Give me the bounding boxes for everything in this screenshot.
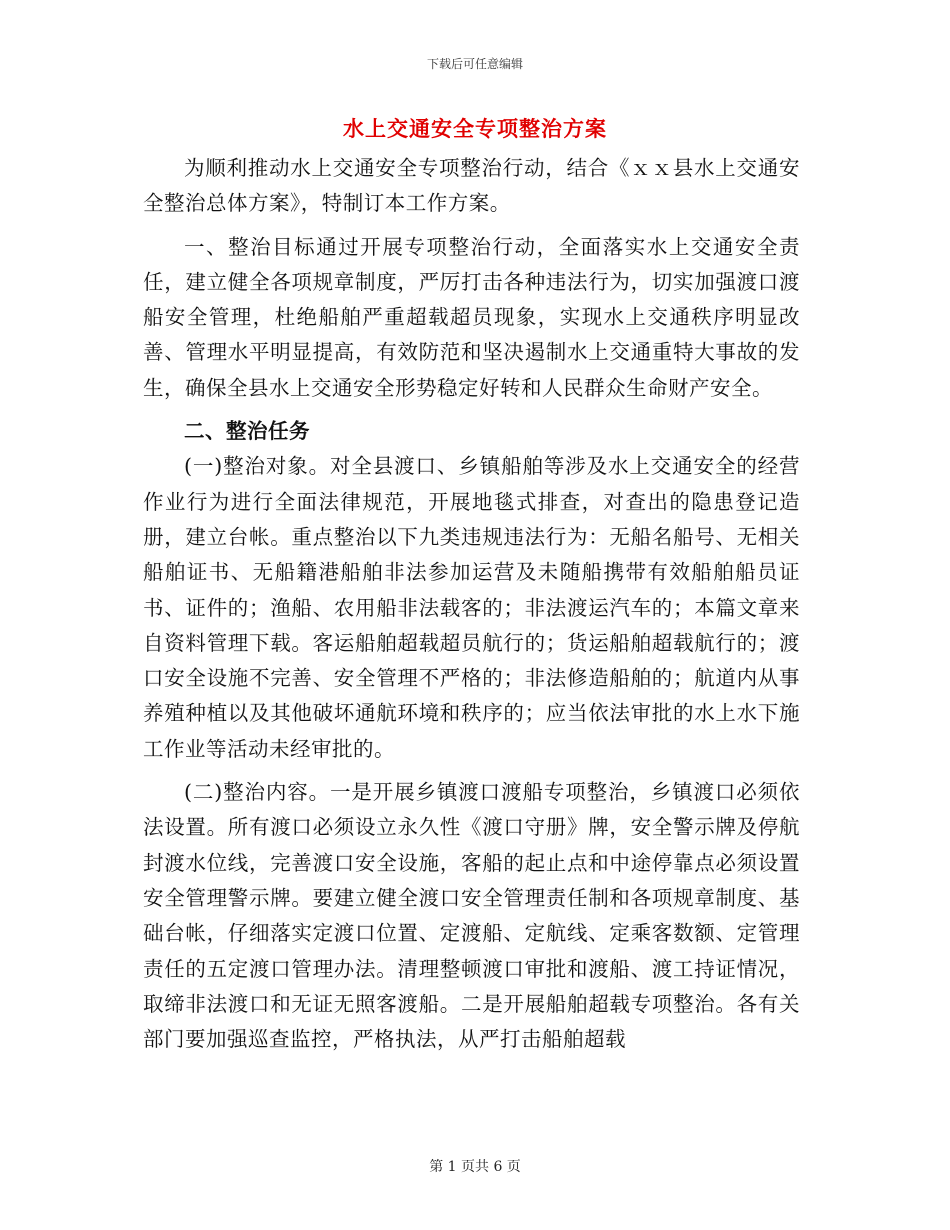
- intro-paragraph: 为顺利推动水上交通安全专项整治行动，结合《ｘｘ县水上交通安全整治总体方案》，特制订本工作方案。: [143, 156, 800, 216]
- document-title: 水上交通安全专项整治方案: [343, 116, 607, 141]
- page-footer-number: 第 1 页共 6 页: [429, 1159, 521, 1175]
- page-header-note: 下载后可任意编辑: [426, 57, 523, 71]
- section-1-paragraph: 一、整治目标通过开展专项整治行动，全面落实水上交通安全责任，建立健全各项规章制度，严厉打击各种违法行为，切实加强渡口渡船安全管理，杜绝船舶严重超载超员现象，实现水上交通秩序明显改善、管理水平明显提高，有效防范和坚决遏制水上交通重特大事故的发生，确保全县水上交通安全形势稳定好转和人民群众生命财产安全。: [143, 234, 800, 400]
- document-body: [143, 151, 800, 1057]
- section-2-part-2-paragraph: (二)整治内容。一是开展乡镇渡口渡船专项整治，乡镇渡口必须依法设置。所有渡口必须设立永久性《渡口守册》牌，安全警示牌及停航封渡水位线，完善渡口安全设施，客船的起止点和中途停靠点必须设置安全管理警示牌。要建立健全渡口安全管理责任制和各项规章制度、基础台帐，仔细落实定渡口位置、定渡船、定航线、定乘客数额、定管理责任的五定渡口管理办法。清理整顿渡口审批和渡船、渡工持证情况，取缔非法渡口和无证无照客渡船。二是开展船舶超载专项整治。各有关部门要加强巡查监控，严格执法，从严打击船舶超载: [143, 780, 800, 1052]
- section-2-part-1-paragraph: (一)整治对象。对全县渡口、乡镇船舶等涉及水上交通安全的经营作业行为进行全面法律规范，开展地毯式排查，对查出的隐患登记造册，建立台帐。重点整治以下九类违规违法行为：无船名船号、无相关船舶证书、无船籍港船舶非法参加运营及未随船携带有效船舶船员证书、证件的；渔船、农用船非法载客的；非法渡运汽车的；本篇文章来自资料管理下载。客运船舶超载超员航行的；货运船舶超载航行的；渡口安全设施不完善、安全管理不严格的；非法修造船舶的；航道内从事养殖种植以及其他破坏通航环境和秩序的；应当依法审批的水上水下施工作业等活动未经审批的。: [143, 454, 800, 761]
- section-2-heading: 二、整治任务: [184, 419, 310, 444]
